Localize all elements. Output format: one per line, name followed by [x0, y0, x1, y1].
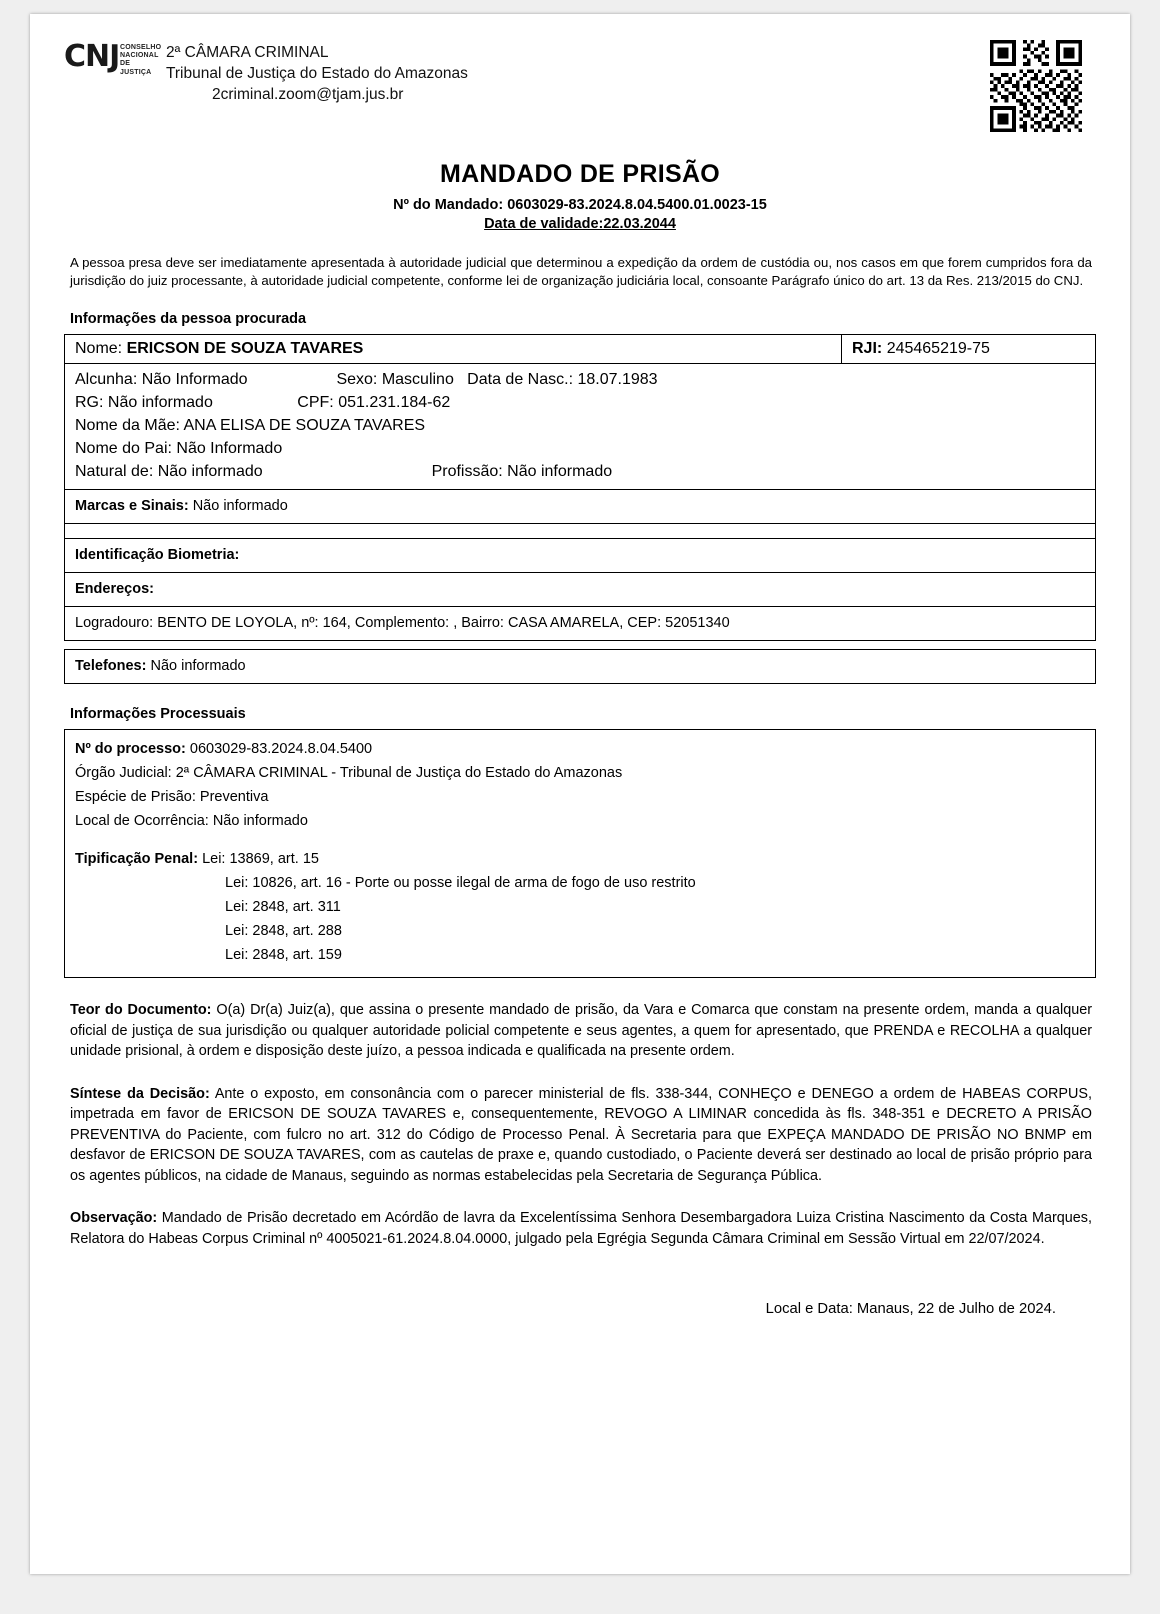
person-address-row: [64, 607, 1096, 641]
validity-date: Data de validade:22.03.2044: [484, 216, 676, 232]
intro-paragraph: A pessoa presa deve ser imediatamente apresentada à autoridade judicial que determinou a expedição da ordem de custódia ou, nos casos em que forem cumpridos fora da jurisdição do juiz processante, à autoridade judicial competente, conforme lei de organização judiciária local, consoante Parágrafo único do art. 13 da Res. 213/2015 do CNJ.: [70, 255, 1092, 288]
sintese-text: Ante o exposto, em consonância com o parecer ministerial de fls. 338-344, CONHEÇO e DENEGO a ordem de HABEAS CORPUS, impetrada em favor de ERICSON DE SOUZA TAVARES e, consequentemente, REVOGO A LIMINAR concedida às fls. 348-351 e DECRETO A PRISÃO PREVENTIVA do Paciente, com fulcro no art. 312 do Código de Processo Penal. À Secretaria para que EXPEÇA MANDADO DE PRISÃO NO BNMP em desfavor de ERICSON DE SOUZA TAVARES, com as cautelas de praxe e, quando custodiado, o Paciente deverá ser destinado ao local de prisão próprio para os agentes públicos, na cidade de Manaus, seguindo as normas estabelecidas pela Secretaria de Segurança Pública.: [70, 1085, 1092, 1184]
cnj-logo-words: [120, 44, 161, 77]
person-name-label: Nome:: [75, 340, 123, 357]
qr-code-icon: [990, 40, 1082, 132]
page-title: MANDADO DE PRISÃO: [439, 160, 721, 188]
header-left: [64, 40, 468, 105]
cnj-word-1: CONSELHO: [120, 44, 162, 51]
observacao-text: Mandado de Prisão decretado em Acórdão de lavra da Excelentíssima Senhora Desembargadora Luiza Cristina Nascimento da Costa Marques, Relatora do Habeas Corpus Criminal nº 4005021-61.2024.8.04.0000, julgado pela Egrégia Segunda Câmara Criminal em Sessão Virtual em 22/07/2024.: [70, 1210, 1092, 1247]
person-father-line: Nome do Pai: Não Informado: [75, 440, 283, 457]
org-chamber: 2ª CÂMARA CRIMINAL: [166, 44, 329, 61]
cnj-logo: [64, 40, 160, 86]
observacao-label: Observação:: [70, 1210, 158, 1226]
tipification-first-line: [75, 847, 1085, 871]
teor-label: Teor do Documento:: [70, 1002, 212, 1018]
person-name-row: [64, 334, 1096, 364]
mandate-number: Nº do Mandado: 0603029-83.2024.8.04.5400.01.0023-15: [393, 197, 767, 213]
tipification-label: Tipificação Penal:: [75, 851, 199, 867]
cnj-logo-mark: [64, 39, 120, 74]
process-number-label: Nº do processo:: [75, 741, 186, 757]
person-rg-line: RG: Não informado CPF: 051.231.184-62: [75, 394, 451, 411]
spacer-after-address: [64, 641, 1096, 649]
sintese-label: Síntese da Decisão:: [70, 1085, 210, 1102]
person-biometry-row: [64, 539, 1096, 573]
process-species-line: Espécie de Prisão: Preventiva: [75, 789, 269, 805]
person-phones-label: Telefones:: [75, 658, 147, 674]
cnj-word-2: NACIONAL: [120, 52, 159, 60]
tipification-item-3: Lei: 2848, art. 288: [225, 923, 342, 939]
person-phones-row: [64, 649, 1096, 684]
local-and-date: Local e Data: Manaus, 22 de Julho de 2024.: [765, 1301, 1056, 1317]
process-tipification-block: [75, 847, 1085, 967]
tipification-item-4: Lei: 2848, art. 159: [225, 947, 342, 963]
person-alcunha-line: Alcunha: Não Informado Sexo: Masculino Data de Nasc.: 18.07.1983: [75, 371, 658, 388]
person-marks-label: Marcas e Sinais:: [75, 498, 189, 514]
person-phones-value: Não informado: [150, 658, 246, 674]
person-blank-row: [64, 524, 1096, 539]
person-name-cell: [65, 335, 841, 363]
document-page: [30, 14, 1130, 1574]
tipification-item-0: Lei: 13869, art. 15: [202, 851, 319, 867]
tipification-item-2: Lei: 2848, art. 311: [225, 899, 341, 915]
person-name-value: ERICSON DE SOUZA TAVARES: [126, 340, 364, 357]
observacao-paragraph: [64, 1208, 1096, 1249]
document-header: [64, 40, 1096, 132]
person-details-box: [64, 364, 1096, 490]
teor-text: O(a) Dr(a) Juiz(a), que assina o presente mandado de prisão, da Vara e Comarca que constam na presente ordem, manda a qualquer oficial de justiça de sua jurisdição ou qualquer autoridade policial competente e seus agentes, a quem for apresentado, que PRENDA e RECOLHA a qualquer unidade prisional, à ordem e disposição deste juízo, a pessoa indicada e qualificada na presente ordem.: [70, 1002, 1093, 1059]
organization-block: [166, 40, 468, 105]
person-rji-label: RJI:: [852, 340, 883, 357]
process-location-line: Local de Ocorrência: Não informado: [75, 813, 308, 829]
person-mother-line: Nome da Mãe: ANA ELISA DE SOUZA TAVARES: [75, 417, 426, 434]
person-address-value: Logradouro: BENTO DE LOYOLA, nº: 164, Complemento: , Bairro: CASA AMARELA, CEP: 52051340: [75, 615, 730, 631]
process-number-value: 0603029-83.2024.8.04.5400: [189, 741, 373, 757]
process-organ-line: Órgão Judicial: 2ª CÂMARA CRIMINAL - Tribunal de Justiça do Estado do Amazonas: [75, 765, 623, 781]
cnj-word-3: DE JUSTIÇA: [120, 60, 152, 76]
sintese-paragraph: [64, 1084, 1096, 1187]
person-biometry-label: Identificação Biometria:: [75, 547, 240, 563]
person-marks-row: [64, 490, 1096, 524]
tipification-item-1: Lei: 10826, art. 16 - Porte ou posse ilegal de arma de fogo de uso restrito: [225, 875, 696, 891]
person-addresses-label: Endereços:: [75, 581, 154, 597]
person-rji-value: 245465219-75: [886, 340, 990, 357]
person-natural-line: Natural de: Não informado Profissão: Não informado: [75, 463, 613, 480]
person-rji-cell: [841, 335, 1095, 363]
cnj-logo-text: CNJ: [64, 39, 120, 74]
process-number-line: [75, 737, 1085, 761]
org-email: 2criminal.zoom@tjam.jus.br: [212, 86, 404, 103]
person-marks-value: Não informado: [192, 498, 288, 514]
title-block: [64, 160, 1096, 232]
person-addresses-header: [64, 573, 1096, 607]
org-court: Tribunal de Justiça do Estado do Amazonas: [166, 65, 468, 82]
process-box: [64, 729, 1096, 978]
section-heading-process: Informações Processuais: [70, 706, 246, 722]
section-heading-person: Informações da pessoa procurada: [70, 311, 307, 327]
teor-paragraph: [64, 1000, 1096, 1062]
